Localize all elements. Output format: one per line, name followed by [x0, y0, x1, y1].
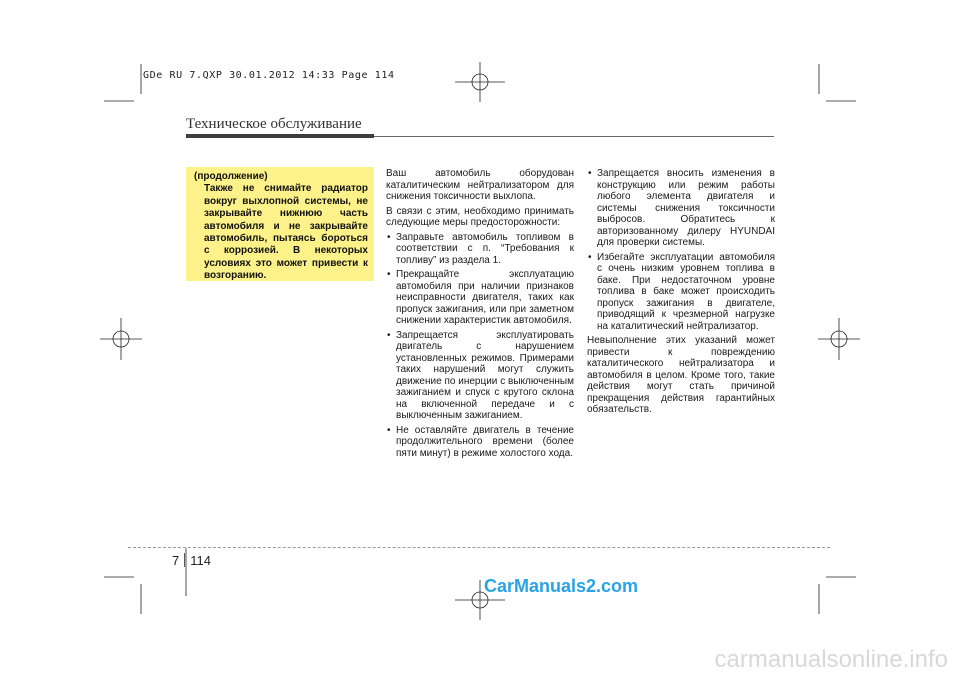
print-slug: GDe RU 7.QXP 30.01.2012 14:33 Page 114 [143, 70, 395, 81]
site-watermark: carmanualsonline.info [714, 646, 948, 673]
list-item: • Заправьте автомобиль топливом в соответствии с п. “Требования к топливу” из раздела 1. [386, 232, 574, 267]
warning-text: Также не снимайте радиатор вокруг выхлопной системы, не закрывайте нижнюю часть автомобиля и не закрывайте автомобиль, пытаясь бороться с коррозией. В некоторых условиях это может привести к возгоранию. [204, 183, 368, 282]
list-item: • Запрещается эксплуатировать двигатель с нарушением установленных режимов. Примерами таких нарушений могут служить движение по инерции с выключенным зажиганием и спуск с крутого склона на включенной передаче и с выключенным зажиганием. [386, 330, 574, 422]
page-number [172, 553, 211, 568]
title-rule-line [374, 136, 774, 137]
list-item: • Избегайте эксплуатации автомобиля с очень низким уровнем топлива в баке. При недостаточном уровне топлива в баке может происходить пропуск зажигания в двигателе, приводящий к чрезмерной нагрузке на каталитический нейтрализатор. [587, 252, 775, 333]
registration-mark-top [455, 62, 505, 102]
warning-box [186, 167, 374, 281]
text-column-1 [386, 168, 574, 462]
chapter-number: 7 [172, 553, 180, 568]
list-item: • Запрещается вносить изменения в конструкцию или режим работы любого элемента двигателя и системы снижения токсичности выбросов. Обратитесь к авторизованному дилеру HYUNDAI для проверки системы. [587, 168, 775, 249]
precautions-list [386, 232, 574, 460]
list-item: • Не оставляйте двигатель в течение продолжительного времени (более пяти минут) в режиме холостого хода. [386, 425, 574, 460]
warning-continued-label: (продолжение) [194, 171, 268, 182]
page-number-divider [184, 553, 185, 567]
registration-mark-left [100, 318, 142, 360]
closing-paragraph: Невыполнение этих указаний может привести к повреждению каталитического нейтрализатора и автомобиля в целом. Кроме того, такие действия могут стать причиной прекращения действия гарантийных обязательств. [587, 335, 775, 415]
registration-mark-right [818, 318, 860, 360]
text-column-2 [587, 168, 775, 419]
section-title: Техническое обслуживание [186, 116, 362, 132]
list-item: • Прекращайте эксплуатацию автомобиля при наличии признаков неисправности двигателя, таких как пропуск зажигания, или при заметном снижении характеристик автомобиля. [386, 269, 574, 327]
page-number-value: 114 [190, 553, 211, 568]
carmanuals-logo-watermark[interactable]: CarManuals2.com [484, 576, 639, 596]
intro-paragraph: Ваш автомобиль оборудован каталитическим нейтрализатором для снижения токсичности выхлопа. [386, 168, 574, 202]
title-rule [186, 134, 374, 138]
precautions-list-continued [587, 168, 775, 332]
footer-rule [128, 547, 830, 548]
lead-paragraph: В связи с этим, необходимо принимать следующие меры предосторожности: [386, 205, 574, 228]
